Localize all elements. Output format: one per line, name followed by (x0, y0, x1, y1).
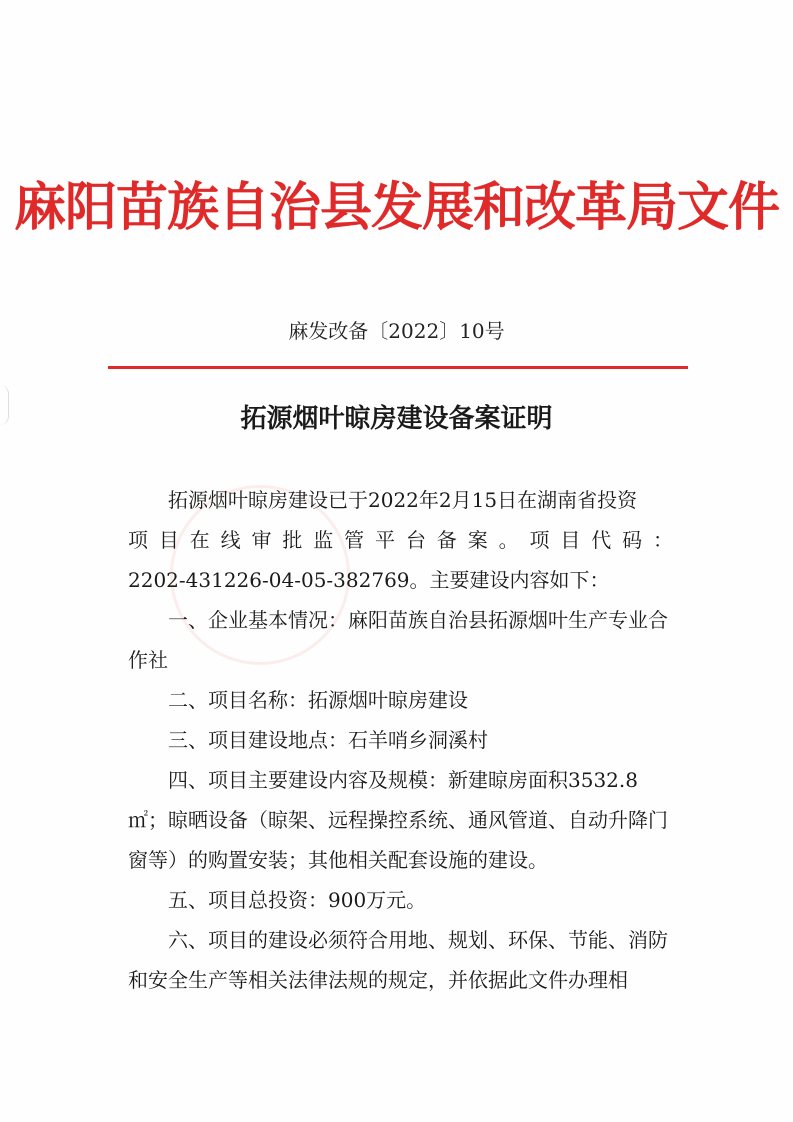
issuing-authority-title: 麻阳苗族自治县发展和改革局文件 (13, 177, 779, 238)
intro-paragraph-line3: 2202-431226-04-05-382769。主要建设内容如下： (128, 568, 610, 592)
document-number: 麻发改备〔2022〕10号 (288, 319, 505, 343)
intro-paragraph-line2: 项目在线审批监管平台备案。项目代码： (128, 528, 673, 552)
document-subject: 拓源烟叶晾房建设备案证明 (240, 404, 553, 434)
intro-paragraph-line1: 拓源烟叶晾房建设已于2022年2月15日在湖南省投资 (168, 488, 638, 512)
item-construction-content: 四、项目主要建设内容及规模：新建晾房面积3532.8㎡；晾晒设备（晾架、远程操控系统、通风管道、自动升降门窗等）的购置安装；其他相关配套设施的建设。 (128, 768, 668, 872)
red-header-rule (108, 366, 688, 369)
item-project-location: 三、项目建设地点：石羊哨乡洞溪村 (168, 728, 488, 752)
item-compliance-requirements: 六、项目的建设必须符合用地、规划、环保、节能、消防和安全生产等相关法律法规的规定，并依据此文件办理相 (128, 928, 668, 992)
item-project-name: 二、项目名称：拓源烟叶晾房建设 (168, 688, 468, 712)
item-enterprise-info: 一、企业基本情况：麻阳苗族自治县拓源烟叶生产专业合作社 (128, 608, 668, 672)
document-body (128, 480, 673, 1000)
item-total-investment: 五、项目总投资：900万元。 (168, 888, 427, 912)
